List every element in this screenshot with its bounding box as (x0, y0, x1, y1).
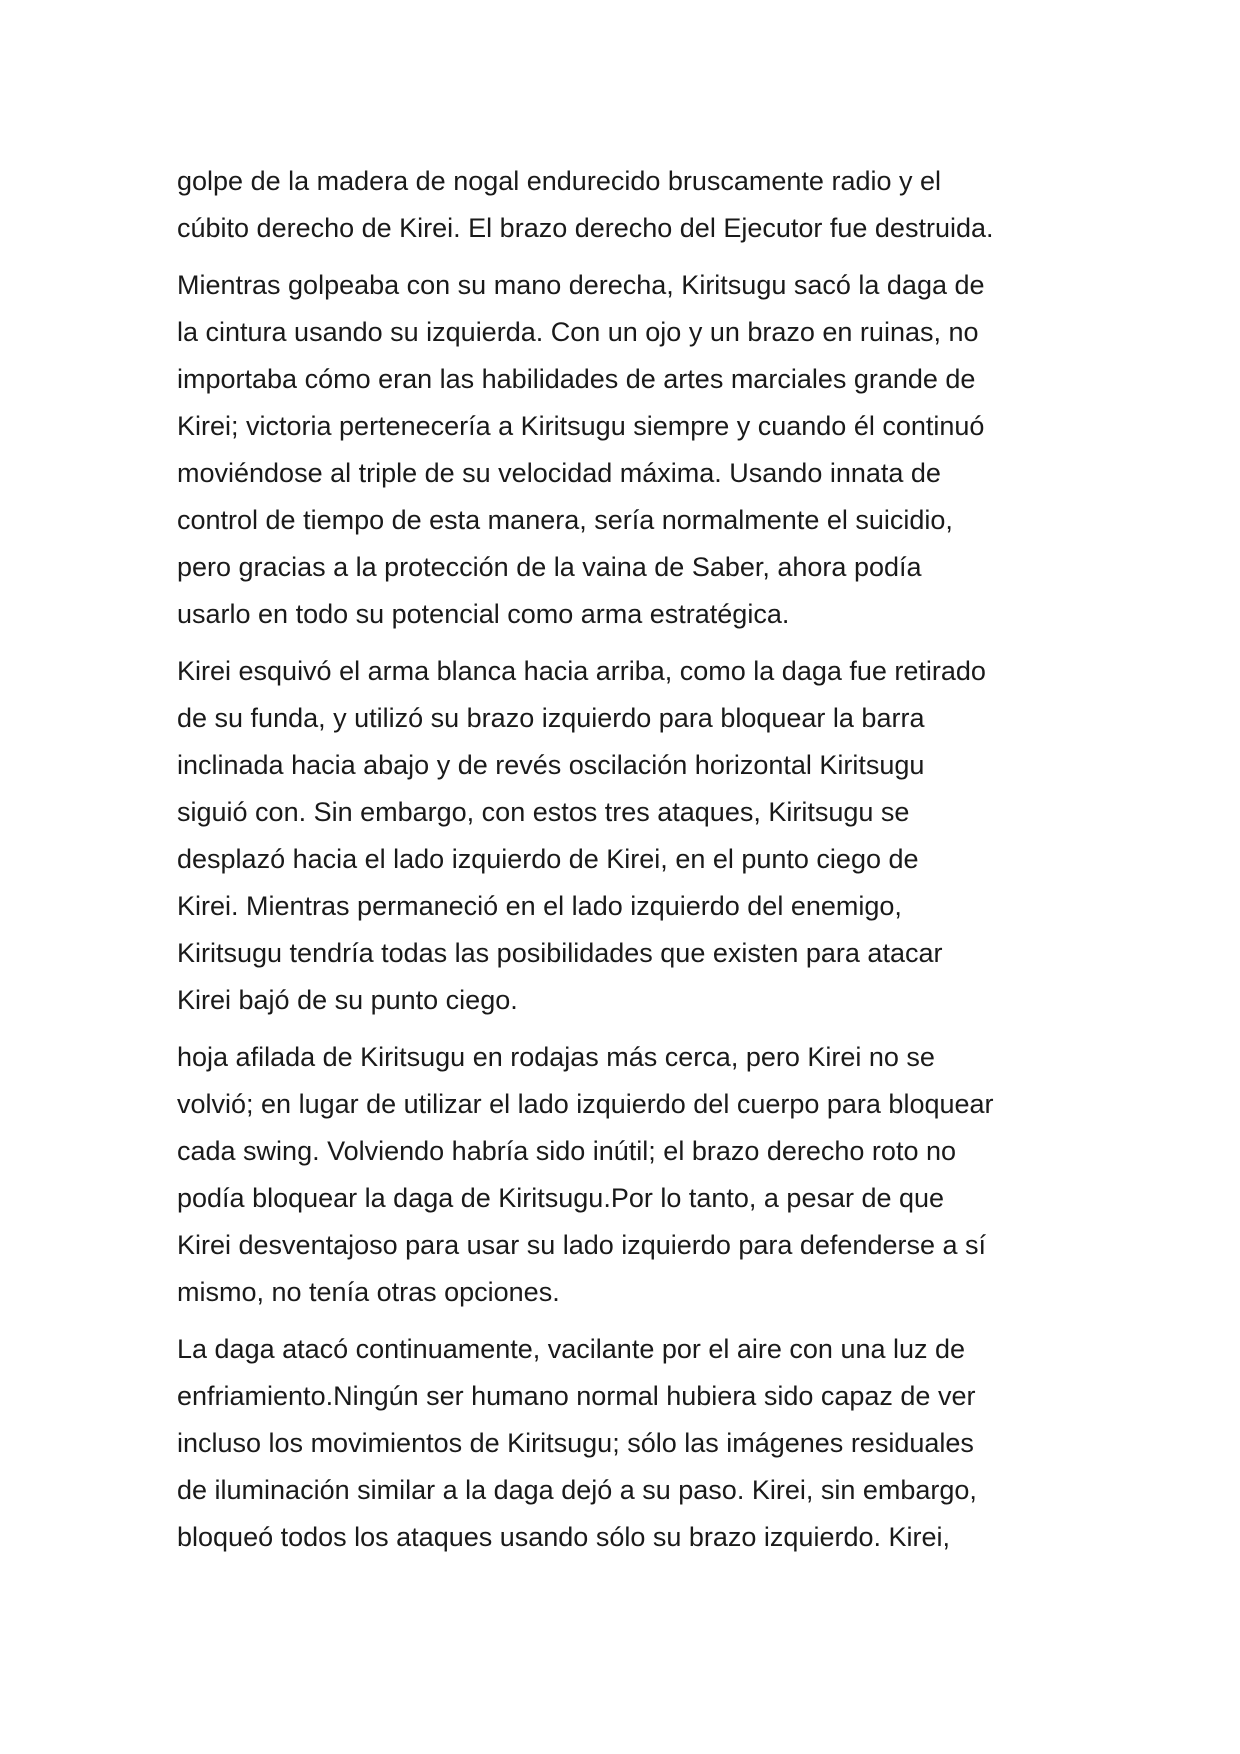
paragraph-2: Mientras golpeaba con su mano derecha, Kiritsugu sacó la daga de la cintura usando su izquierda. Con un ojo y un brazo en ruinas, no importaba cómo eran las habilidades de artes marciales grande de Kirei; victoria pertenecería a Kiritsugu siempre y cuando él continuó moviéndose al triple de su velocidad máxima. Usando innata de control de tiempo de esta manera, sería normalmente el suicidio, pero gracias a la protección de la vaina de Saber, ahora podía usarlo en todo su potencial como arma estratégica. (177, 270, 985, 629)
paragraph-1: golpe de la madera de nogal endurecido bruscamente radio y el cúbito derecho de Kirei. El brazo derecho del Ejecutor fue destruida. (177, 166, 994, 243)
paragraph-4: hoja afilada de Kiritsugu en rodajas más cerca, pero Kirei no se volvió; en lugar de utilizar el lado izquierdo del cuerpo para bloquear cada swing. Volviendo habría sido inútil; el brazo derecho roto no podía bloquear la daga de Kiritsugu.Por lo tanto, a pesar de que Kirei desventajoso para usar su lado izquierdo para defenderse a sí mismo, no tenía otras opciones. (177, 1042, 994, 1307)
paragraph-5: La daga atacó continuamente, vacilante por el aire con una luz de enfriamiento.Ningún ser humano normal hubiera sido capaz de ver incluso los movimientos de Kiritsugu; sólo las imágenes residuales de iluminación similar a la daga dejó a su paso. Kirei, sin embargo, bloqueó todos los ataques usando sólo su brazo izquierdo. Kirei, (177, 1334, 977, 1552)
text-body (177, 158, 1077, 1571)
paragraph-3: Kirei esquivó el arma blanca hacia arriba, como la daga fue retirado de su funda, y utilizó su brazo izquierdo para bloquear la barra inclinada hacia abajo y de revés oscilación horizontal Kiritsugu siguió con. Sin embargo, con estos tres ataques, Kiritsugu se desplazó hacia el lado izquierdo de Kirei, en el punto ciego de Kirei. Mientras permaneció en el lado izquierdo del enemigo, Kiritsugu tendría todas las posibilidades que existen para atacar Kirei bajó de su punto ciego. (177, 656, 986, 1015)
